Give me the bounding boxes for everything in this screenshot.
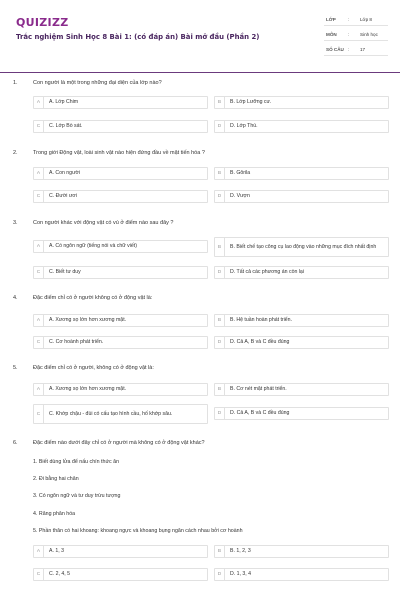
option-text: C. Cơ hoành phát triển. xyxy=(49,339,104,346)
option-d[interactable] xyxy=(214,120,389,133)
option-letter: C xyxy=(34,405,44,423)
question-number: 2. xyxy=(13,150,18,156)
question-text: Con người là một trong những đại diện của lớp nào? xyxy=(33,80,162,86)
option-c[interactable] xyxy=(33,266,208,279)
option-text: A. Con người xyxy=(49,170,81,177)
option-text: B. Hệ tuần hoàn phát triển. xyxy=(230,317,293,324)
option-c[interactable] xyxy=(33,190,208,203)
option-c[interactable] xyxy=(33,336,208,349)
statement-1: 1. Biết dùng lửa để nấu chín thức ăn xyxy=(33,459,120,465)
option-a[interactable] xyxy=(33,545,208,558)
meta-row-subject: MÔN : Sinh học xyxy=(324,29,388,41)
question-number: 4. xyxy=(13,295,18,301)
question-number: 3. xyxy=(13,220,18,226)
option-text: C. 2, 4, 5 xyxy=(49,571,71,578)
option-text: B. Gôrila xyxy=(230,170,251,177)
meta-key: LỚP xyxy=(326,17,336,22)
option-text: D. Cả A, B và C đều đúng xyxy=(230,410,290,417)
option-d[interactable] xyxy=(214,190,389,203)
statement-3: 3. Có ngôn ngữ và tư duy trừu tượng xyxy=(33,493,121,499)
option-letter: D xyxy=(215,267,225,278)
option-text: B. Lớp Lưỡng cư. xyxy=(230,99,272,106)
option-text: D. Tất cả các phương án còn lại xyxy=(230,269,304,276)
option-letter: C xyxy=(34,337,44,348)
option-letter: D xyxy=(215,191,225,202)
option-letter: C xyxy=(34,121,44,132)
question-text: Đặc điểm chỉ có ở người không có ở động vật là: xyxy=(33,295,153,301)
option-letter: B xyxy=(215,315,225,326)
option-text: C. Lớp Bò sát. xyxy=(49,123,83,130)
option-a[interactable] xyxy=(33,167,208,180)
question-number: 1. xyxy=(13,80,18,86)
meta-row-count: SỐ CÂU : 17 xyxy=(324,44,388,56)
option-letter: A xyxy=(34,241,44,252)
option-d[interactable] xyxy=(214,336,389,349)
header-divider xyxy=(0,72,400,73)
option-text: D. Lớp Thú. xyxy=(230,123,258,130)
option-letter: B xyxy=(215,97,225,108)
option-letter: B xyxy=(215,546,225,557)
question-text: Đặc điểm chỉ có ở người, không có ở động vật là: xyxy=(33,365,154,371)
option-letter: D xyxy=(215,408,225,419)
option-letter: D xyxy=(215,121,225,132)
option-b[interactable] xyxy=(214,545,389,558)
option-text: C. Biết tư duy xyxy=(49,269,81,276)
worksheet-header xyxy=(0,0,400,70)
option-d[interactable] xyxy=(214,568,389,581)
meta-key: SỐ CÂU xyxy=(326,47,344,52)
option-d[interactable] xyxy=(214,407,389,420)
option-text: C. Khớp chậu - đùi có cấu tạo hình cầu, hố khớp sâu. xyxy=(49,410,173,417)
worksheet-title: Trắc nghiệm Sinh Học 8 Bài 1: (có đáp án) Bài mở đầu (Phần 2) xyxy=(16,33,260,41)
option-letter: A xyxy=(34,97,44,108)
option-a[interactable] xyxy=(33,96,208,109)
option-text: B. 1, 2, 3 xyxy=(230,548,251,555)
option-text: A. Xương sọ lớn hơn xương mặt. xyxy=(49,317,127,324)
option-text: B. Biết chế tạo công cụ lao động vào những mục đích nhất định xyxy=(230,243,377,250)
meta-value: Lớp 8 xyxy=(360,17,372,22)
question-text: Đặc điểm nào dưới đây chỉ có ở người mà không có ở động vật khác? xyxy=(33,440,205,446)
option-letter: A xyxy=(34,168,44,179)
option-text: A. Có ngôn ngữ (tiếng nói và chữ viết) xyxy=(49,243,137,250)
option-letter: B xyxy=(215,384,225,395)
option-letter: C xyxy=(34,191,44,202)
quizizz-logo: QUIZIZZ xyxy=(16,16,69,29)
option-a[interactable] xyxy=(33,240,208,253)
statement-5: 5. Phần thân có hai khoang: khoang ngực và khoang bụng ngăn cách nhau bởi cơ hoành xyxy=(33,528,243,534)
option-text: A. Xương sọ lớn hơn xương mặt. xyxy=(49,386,127,393)
option-d[interactable] xyxy=(214,266,389,279)
option-a[interactable] xyxy=(33,314,208,327)
option-a[interactable] xyxy=(33,383,208,396)
option-text: D. 1, 3, 4 xyxy=(230,571,252,578)
option-text: C. Đười ươi xyxy=(49,193,77,200)
meta-value: 17 xyxy=(360,47,366,52)
question-number: 5. xyxy=(13,365,18,371)
question-number: 6. xyxy=(13,440,18,446)
option-b[interactable] xyxy=(214,237,389,257)
option-letter: A xyxy=(34,546,44,557)
option-letter: A xyxy=(34,315,44,326)
question-text: Con người khác với động vật có vú ở điểm nào sau đây ? xyxy=(33,220,174,226)
statement-4: 4. Răng phân hóa xyxy=(33,511,76,517)
option-c[interactable] xyxy=(33,568,208,581)
option-b[interactable] xyxy=(214,314,389,327)
option-text: A. 1, 3 xyxy=(49,548,64,555)
meta-row-class: LỚP : Lớp 8 xyxy=(324,14,388,26)
meta-key: MÔN xyxy=(326,32,337,37)
option-b[interactable] xyxy=(214,383,389,396)
option-letter: A xyxy=(34,384,44,395)
statement-2: 2. Đi bằng hai chân xyxy=(33,476,79,482)
option-text: A. Lớp Chim xyxy=(49,99,79,106)
option-letter: C xyxy=(34,569,44,580)
option-letter: D xyxy=(215,337,225,348)
option-letter: B xyxy=(215,238,225,256)
option-letter: C xyxy=(34,267,44,278)
question-text: Trong giới Động vật, loài sinh vật nào hiện đứng đầu về mặt tiến hóa ? xyxy=(33,150,205,156)
option-c[interactable] xyxy=(33,120,208,133)
option-text: B. Cơ nét mặt phát triển. xyxy=(230,386,287,393)
meta-value: Sinh học xyxy=(360,32,378,37)
option-b[interactable] xyxy=(214,167,389,180)
option-text: D. Cả A, B và C đều đúng xyxy=(230,339,290,346)
option-letter: B xyxy=(215,168,225,179)
option-b[interactable] xyxy=(214,96,389,109)
option-text: D. Vượn xyxy=(230,193,250,200)
option-letter: D xyxy=(215,569,225,580)
option-c[interactable] xyxy=(33,404,208,424)
